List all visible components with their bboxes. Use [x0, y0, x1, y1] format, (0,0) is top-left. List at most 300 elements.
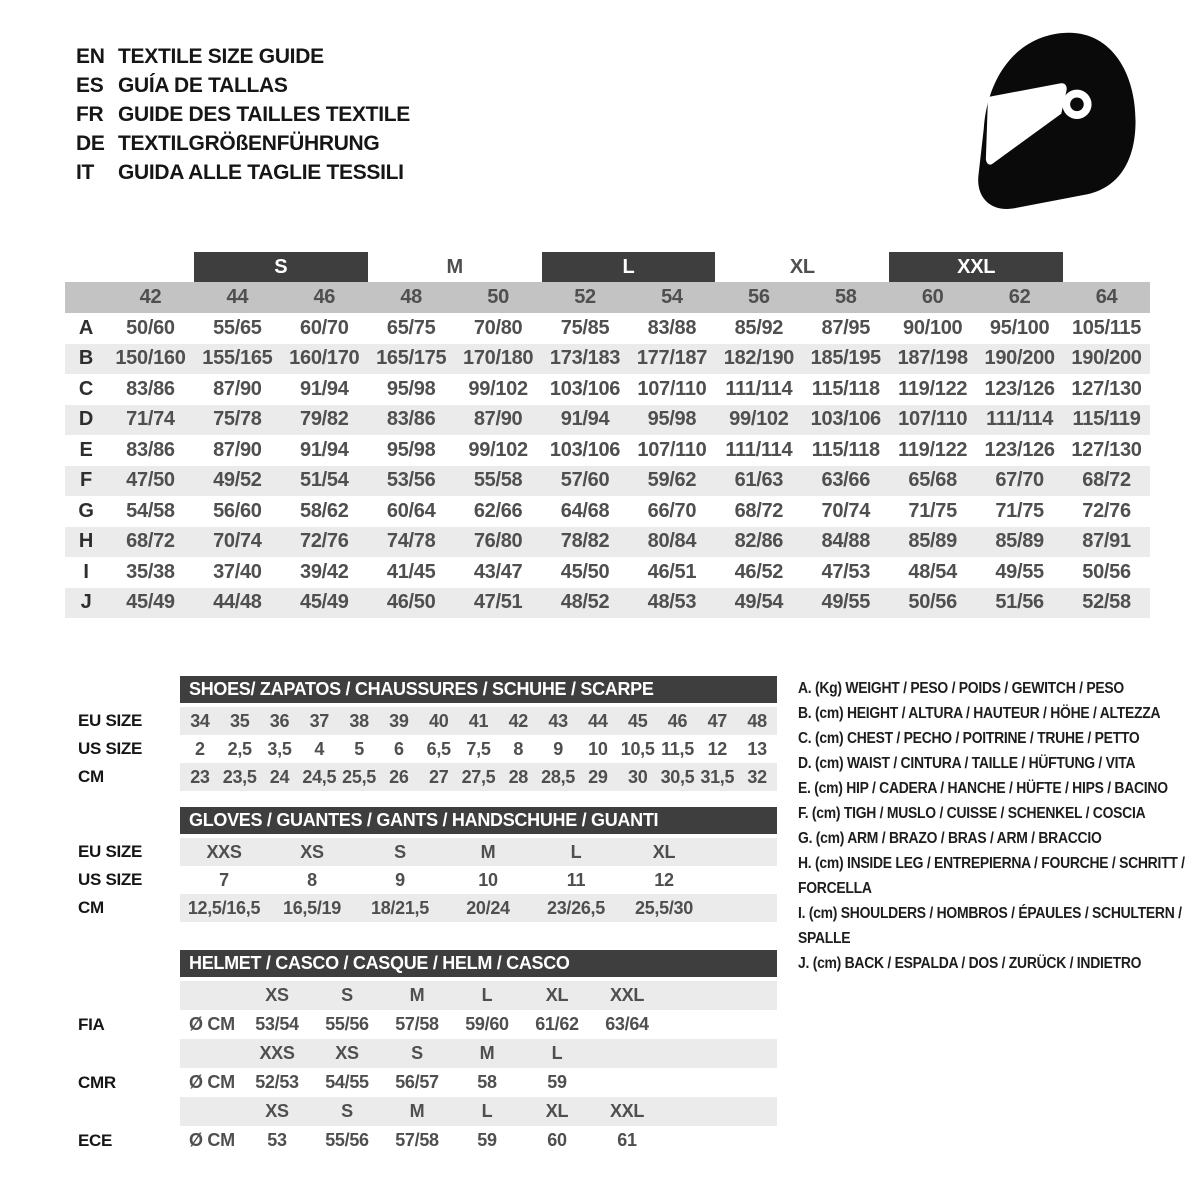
table-cell: 53/54: [255, 1014, 299, 1034]
table-cell: 56/60: [213, 499, 262, 522]
table-cell: 68/72: [126, 530, 175, 553]
table-cell: 45/50: [560, 560, 610, 583]
table-cell: 24: [260, 763, 300, 791]
table-cell: 57/60: [560, 469, 610, 492]
table-cell: 30,5: [658, 763, 698, 791]
size-header-cell: XXL: [592, 981, 662, 1010]
helmet-table-body: [65, 981, 777, 1155]
table-cell: 80/84: [647, 530, 697, 553]
table-cell: 27: [419, 763, 459, 791]
size-header-cell: XS: [312, 1039, 382, 1068]
table-cell: 31,5: [697, 763, 737, 791]
language-code: EN: [76, 45, 105, 68]
table-cell: 111/114: [725, 377, 793, 400]
table-cell: 91/94: [300, 438, 349, 461]
table-cell: 11,5: [661, 738, 694, 759]
language-label: GUÍA DE TALLAS: [118, 74, 288, 97]
table-cell: 36: [260, 707, 300, 735]
table-cell: M: [444, 838, 532, 866]
table-cell: 83/86: [126, 438, 175, 461]
table-cell: 20/24: [444, 894, 532, 922]
table-cell: 99/102: [729, 408, 789, 431]
size-header-cell: XL: [522, 1097, 592, 1126]
measure-row-J: [65, 588, 1150, 619]
table-cell: XXS: [180, 838, 268, 866]
table-cell: 60/64: [386, 499, 436, 522]
table-cell: 107/110: [637, 377, 707, 400]
size-col-50: 50: [487, 286, 509, 308]
table-cell: 12: [707, 738, 727, 759]
table-cell: 66/70: [647, 499, 697, 522]
table-cell: 70/74: [213, 530, 262, 553]
legend-item: A. (Kg) WEIGHT / PESO / POIDS / GEWITCH / PESO: [798, 680, 1124, 697]
table-cell: 72/76: [1082, 499, 1131, 522]
gloves-header: GLOVES / GUANTES / GANTS / HANDSCHUHE / GUANTI: [180, 807, 777, 834]
table-cell: 111/114: [986, 408, 1054, 431]
table-cell: 48: [737, 707, 777, 735]
table-cell: 28: [498, 763, 538, 791]
table-cell: 74/78: [386, 530, 436, 553]
table-cell: XS: [268, 838, 356, 866]
table-cell: 87/91: [1082, 530, 1131, 553]
table-cell: 85/92: [734, 316, 784, 339]
table-cell: 71/74: [126, 408, 175, 431]
size-header-cell: XS: [242, 1097, 312, 1126]
legend-item: I. (cm) SHOULDERS / HOMBROS / ÉPAULES / SCHULTERN / SPALLE: [798, 905, 1182, 947]
table-cell: 91/94: [560, 408, 610, 431]
racing-helmet-icon: [972, 30, 1140, 210]
table-cell: L: [532, 838, 620, 866]
table-cell: 39: [379, 707, 419, 735]
table-cell: 44/48: [213, 591, 262, 614]
helmet-size-row-CMR: [65, 1039, 777, 1068]
table-cell: 48/52: [560, 591, 610, 614]
measure-row-C: [65, 374, 1150, 405]
table-cell: 11: [566, 869, 586, 890]
table-cell: 7,5: [466, 738, 491, 759]
language-label: TEXTILGRÖßENFÜHRUNG: [118, 132, 380, 155]
table-cell: 41/45: [386, 560, 436, 583]
gloves-table-body: [65, 838, 777, 922]
table-cell: 50/60: [126, 316, 175, 339]
size-group-row: [65, 252, 1150, 282]
language-code: IT: [76, 161, 95, 184]
filler-cell: [662, 981, 777, 1010]
table-cell: 90/100: [903, 316, 963, 339]
table-cell: 103/106: [810, 408, 881, 431]
table-cell: 99/102: [468, 377, 528, 400]
shoes-us-row: [65, 735, 777, 763]
helmet-value-row-CMR: [65, 1068, 777, 1097]
legend-item: B. (cm) HEIGHT / ALTURA / HAUTEUR / HÖHE / ALTEZZA: [798, 705, 1161, 722]
table-cell: 57/58: [395, 1130, 439, 1150]
table-cell: 23: [180, 763, 220, 791]
row-label-F: F: [80, 469, 92, 492]
size-col-56: 56: [748, 286, 770, 308]
table-cell: 79/82: [300, 408, 349, 431]
filler-cell: [662, 1039, 777, 1068]
row-label-H: H: [78, 530, 94, 553]
table-cell: 29: [578, 763, 618, 791]
table-cell: 83/86: [386, 408, 436, 431]
size-col-64: 64: [1095, 286, 1118, 308]
measure-row-A: [65, 313, 1150, 344]
size-col-58: 58: [834, 286, 857, 308]
table-cell: 127/130: [1071, 438, 1142, 461]
table-cell: 54/58: [126, 499, 175, 522]
row-label-J: J: [80, 591, 92, 614]
table-cell: 59/60: [465, 1014, 509, 1034]
table-cell: 51/56: [995, 591, 1044, 614]
table-cell: 127/130: [1071, 377, 1142, 400]
table-cell: 64/68: [560, 499, 610, 522]
measure-row-D: [65, 405, 1150, 436]
table-cell: 71/75: [908, 499, 957, 522]
language-row: [76, 129, 410, 158]
size-header-cell: S: [312, 981, 382, 1010]
textile-size-table: [65, 252, 1150, 618]
gloves-cm-row: [65, 894, 777, 922]
table-cell: 60: [547, 1130, 567, 1150]
language-row: [76, 158, 410, 187]
size-header-cell: S: [382, 1039, 452, 1068]
legend-item: C. (cm) CHEST / PECHO / POITRINE / TRUHE / PETTO: [798, 730, 1140, 747]
table-cell: 85/89: [995, 530, 1044, 553]
table-cell: 85/89: [908, 530, 957, 553]
table-cell: 105/115: [1071, 316, 1142, 339]
table-cell: 68/72: [734, 499, 784, 522]
table-cell: 87/90: [473, 408, 523, 431]
filler-cell: [662, 1097, 777, 1126]
table-cell: 8: [307, 869, 317, 890]
table-cell: 49/55: [995, 560, 1044, 583]
table-cell: 107/110: [637, 438, 707, 461]
table-cell: 50/56: [1082, 560, 1131, 583]
helmet-value-row-ECE: [65, 1126, 777, 1155]
table-cell: 2: [195, 738, 205, 759]
table-cell: 62/66: [473, 499, 523, 522]
table-cell: 87/90: [213, 438, 262, 461]
table-cell: 30: [618, 763, 658, 791]
table-cell: 35/38: [126, 560, 175, 583]
table-cell: 87/90: [213, 377, 262, 400]
table-cell: 28,5: [538, 763, 578, 791]
table-cell: 44: [578, 707, 618, 735]
size-col-54: 54: [661, 286, 683, 308]
table-cell: 78/82: [560, 530, 610, 553]
table-cell: 59: [547, 1072, 567, 1092]
table-cell: 95/100: [989, 316, 1050, 339]
blank-cell: [180, 981, 242, 1010]
numeric-size-row: [65, 282, 1150, 313]
table-cell: 187/198: [897, 347, 968, 370]
table-cell: 55/58: [473, 469, 523, 492]
size-group-L: L: [542, 252, 716, 282]
language-row: [76, 100, 410, 129]
size-group-XXL: XXL: [889, 252, 1063, 282]
measure-row-G: [65, 496, 1150, 527]
table-cell: 48/54: [908, 560, 957, 583]
table-cell: 95/98: [647, 408, 697, 431]
table-cell: 56/57: [395, 1072, 439, 1092]
shoes-table-body: [65, 707, 777, 791]
table-cell: 48/53: [647, 591, 697, 614]
size-header-cell: XXL: [592, 1097, 662, 1126]
table-cell: 68/72: [1082, 469, 1131, 492]
table-cell: 111/114: [725, 438, 793, 461]
helmet-value-row-FIA: [65, 1010, 777, 1039]
blank-cell: [180, 1097, 242, 1126]
table-cell: 119/122: [898, 438, 968, 461]
table-cell: 150/160: [115, 347, 186, 370]
row-label-C: C: [78, 377, 94, 400]
legend-item: F. (cm) TIGH / MUSLO / CUISSE / SCHENKEL / COSCIA: [798, 805, 1146, 822]
table-cell: 70/80: [473, 316, 523, 339]
table-cell: 83/88: [647, 316, 697, 339]
size-header-cell: M: [382, 1097, 452, 1126]
table-cell: 57/58: [395, 1014, 439, 1034]
language-list: [76, 42, 410, 187]
table-cell: 63/64: [605, 1014, 649, 1034]
table-cell: 59: [477, 1130, 497, 1150]
size-header-cell: M: [452, 1039, 522, 1068]
table-cell: 38: [339, 707, 379, 735]
table-cell: 82/86: [734, 530, 784, 553]
table-cell: 24,5: [299, 763, 339, 791]
table-cell: 185/195: [810, 347, 881, 370]
unit-label: Ø CM: [189, 1014, 235, 1034]
row-label: CM: [78, 767, 104, 786]
table-cell: 46/50: [386, 591, 436, 614]
table-cell: S: [356, 838, 444, 866]
measurement-legend: [798, 676, 1191, 976]
table-cell: 9: [395, 869, 405, 890]
unit-label: Ø CM: [189, 1130, 235, 1150]
table-cell: 103/106: [549, 377, 621, 400]
table-cell: 115/119: [1072, 408, 1141, 431]
table-cell: 8: [513, 738, 524, 759]
table-cell: 42: [498, 707, 538, 735]
size-header-cell: S: [312, 1097, 382, 1126]
shoes-cm-row: [65, 763, 777, 791]
row-label: US SIZE: [78, 870, 143, 889]
table-cell: 49/54: [734, 591, 784, 614]
size-header-cell: XXS: [242, 1039, 312, 1068]
table-cell: 71/75: [995, 499, 1044, 522]
table-cell: 63/66: [821, 469, 871, 492]
table-cell: 2,5: [227, 738, 252, 759]
table-cell: 4: [314, 738, 325, 759]
legend-item: H. (cm) INSIDE LEG / ENTREPIERNA / FOURCHE / SCHRITT / FORCELLA: [798, 855, 1185, 897]
table-cell: 190/200: [1071, 347, 1142, 370]
table-cell: 59/62: [647, 469, 697, 492]
helmet-size-table: [65, 950, 777, 1155]
table-cell: 61: [617, 1130, 637, 1150]
table-cell: 37: [299, 707, 339, 735]
table-cell: 55/65: [213, 316, 262, 339]
row-label-G: G: [78, 499, 94, 522]
table-cell: 27,5: [459, 763, 499, 791]
table-cell: 123/126: [984, 377, 1055, 400]
language-label: TEXTILE SIZE GUIDE: [118, 45, 324, 68]
table-cell: 84/88: [821, 530, 871, 553]
language-code: DE: [76, 132, 105, 155]
table-cell: 34: [180, 707, 220, 735]
row-label-B: B: [78, 347, 94, 370]
table-cell: 47/50: [126, 469, 175, 492]
table-cell: 9: [553, 738, 563, 759]
table-cell: 13: [747, 738, 767, 759]
table-cell: 95/98: [386, 438, 436, 461]
table-cell: 61/62: [535, 1014, 579, 1034]
language-label: GUIDA ALLE TAGLIE TESSILI: [118, 161, 404, 184]
table-cell: 35: [220, 707, 260, 735]
language-row: [76, 71, 410, 100]
size-header-cell: XL: [522, 981, 592, 1010]
table-cell: 12: [654, 869, 674, 890]
table-cell: 155/165: [202, 347, 273, 370]
table-cell: 6,5: [426, 738, 451, 759]
table-cell: 54/55: [325, 1072, 369, 1092]
table-cell: 103/106: [549, 438, 621, 461]
table-cell: 91/94: [300, 377, 349, 400]
blank-cell: [180, 1039, 242, 1068]
table-cell: 25,5: [339, 763, 379, 791]
table-cell: 41: [459, 707, 499, 735]
standard-label-ECE: ECE: [78, 1130, 113, 1150]
table-cell: 55/56: [325, 1014, 369, 1034]
size-col-62: 62: [1008, 286, 1031, 308]
row-label: US SIZE: [78, 739, 143, 758]
table-cell: 55/56: [325, 1130, 369, 1150]
size-header-cell: [592, 1039, 662, 1068]
table-cell: 123/126: [984, 438, 1055, 461]
size-header-cell: M: [382, 981, 452, 1010]
table-cell: 182/190: [723, 347, 794, 370]
table-cell: 40: [419, 707, 459, 735]
table-cell: 46/51: [647, 560, 697, 583]
table-cell: 23/26,5: [532, 894, 620, 922]
size-col-42: 42: [139, 286, 162, 308]
table-cell: 5: [354, 738, 364, 759]
table-cell: 25,5/30: [620, 894, 708, 922]
table-cell: 45/49: [300, 591, 349, 614]
unit-label: Ø CM: [189, 1072, 235, 1092]
table-cell: 3,5: [267, 738, 292, 759]
table-cell: 72/76: [300, 530, 349, 553]
language-label: GUIDE DES TAILLES TEXTILE: [118, 103, 410, 126]
legend-item: D. (cm) WAIST / CINTURA / TAILLE / HÜFTUNG / VITA: [798, 755, 1136, 772]
table-cell: 10: [478, 869, 498, 890]
row-label-D: D: [78, 408, 94, 431]
size-col-60: 60: [921, 286, 944, 308]
measure-row-H: [65, 527, 1150, 558]
size-group-S: S: [194, 252, 368, 282]
language-row: [76, 42, 410, 71]
table-cell: 45: [618, 707, 658, 735]
table-cell: 75/78: [213, 408, 262, 431]
table-cell: 95/98: [386, 377, 436, 400]
table-cell: 52/53: [255, 1072, 299, 1092]
table-cell: 65/68: [908, 469, 957, 492]
table-cell: 10,5: [620, 738, 655, 759]
table-cell: 50/56: [908, 591, 957, 614]
language-code: ES: [76, 74, 104, 97]
table-cell: 75/85: [560, 316, 610, 339]
table-cell: 49/52: [213, 469, 262, 492]
measure-row-B: [65, 344, 1150, 375]
table-cell: 58: [477, 1072, 497, 1092]
legend-item: G. (cm) ARM / BRAZO / BRAS / ARM / BRACCIO: [798, 830, 1102, 847]
row-label: EU SIZE: [78, 842, 143, 861]
table-cell: 58/62: [300, 499, 349, 522]
filler-cell: [708, 894, 777, 922]
table-cell: 165/175: [376, 347, 447, 370]
gloves-eu-row: [65, 838, 777, 866]
visor-pivot-dot: [1070, 98, 1084, 112]
table-cell: 49/55: [821, 591, 871, 614]
table-cell: XL: [620, 838, 708, 866]
table-cell: 52/58: [1082, 591, 1131, 614]
table-cell: 46/52: [734, 560, 784, 583]
row-label: EU SIZE: [78, 711, 143, 730]
table-cell: 65/75: [386, 316, 436, 339]
table-cell: 76/80: [473, 530, 523, 553]
table-cell: 70/74: [821, 499, 871, 522]
row-label-E: E: [79, 438, 93, 461]
table-cell: 119/122: [898, 377, 968, 400]
table-cell: 43/47: [473, 560, 523, 583]
row-label-I: I: [83, 560, 89, 583]
table-cell: 32: [737, 763, 777, 791]
size-col-44: 44: [226, 286, 249, 308]
size-col-48: 48: [400, 286, 423, 308]
size-header-cell: L: [452, 981, 522, 1010]
table-cell: 60/70: [300, 316, 349, 339]
table-cell: 37/40: [213, 560, 262, 583]
size-group-XL: XL: [789, 255, 815, 278]
table-cell: 83/86: [126, 377, 175, 400]
measure-row-E: [65, 435, 1150, 466]
table-cell: 6: [394, 738, 404, 759]
measure-row-F: [65, 466, 1150, 497]
size-header-cell: XS: [242, 981, 312, 1010]
table-cell: 45/49: [126, 591, 175, 614]
legend-item: J. (cm) BACK / ESPALDA / DOS / ZURÜCK / INDIETRO: [798, 955, 1142, 972]
table-cell: 47/53: [821, 560, 871, 583]
table-cell: 99/102: [468, 438, 528, 461]
size-col-52: 52: [574, 286, 596, 308]
table-cell: 53/56: [386, 469, 436, 492]
table-cell: 26: [379, 763, 419, 791]
row-label-A: A: [78, 316, 94, 339]
table-cell: 47/51: [473, 591, 523, 614]
helmet-size-row-ECE: [65, 1097, 777, 1126]
standard-label-CMR: CMR: [78, 1072, 116, 1092]
filler-cell: [708, 838, 777, 866]
size-header-cell: L: [452, 1097, 522, 1126]
table-cell: 61/63: [734, 469, 784, 492]
table-cell: 173/183: [549, 347, 621, 370]
table-cell: 23,5: [220, 763, 260, 791]
standard-label-FIA: FIA: [78, 1014, 105, 1034]
table-cell: 10: [588, 738, 608, 759]
gloves-size-table: [65, 807, 777, 922]
table-cell: 87/95: [821, 316, 871, 339]
measure-row-I: [65, 557, 1150, 588]
helmet-header: HELMET / CASCO / CASQUE / HELM / CASCO: [180, 950, 777, 977]
table-cell: 51/54: [300, 469, 349, 492]
